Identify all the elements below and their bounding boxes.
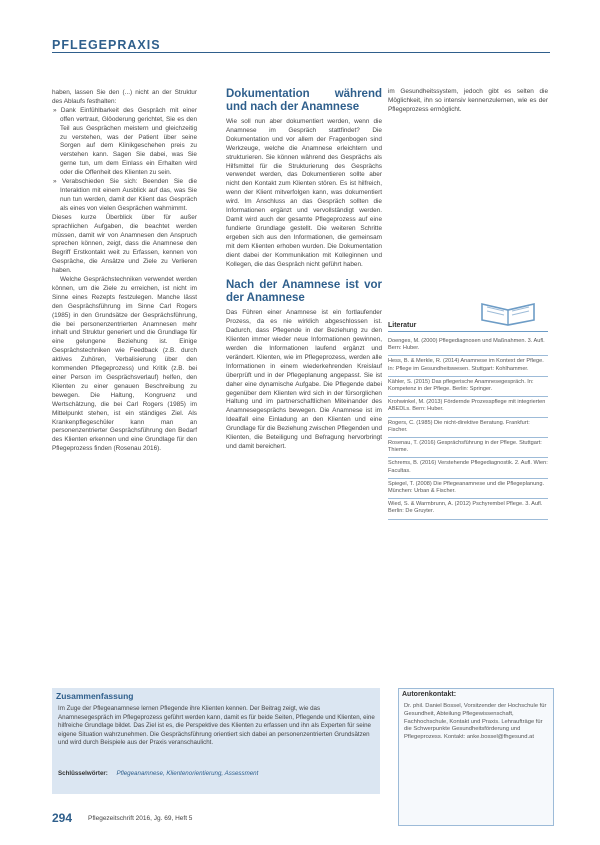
bullet-item: » Verabschieden Sie sich: Beenden Sie die Interaktion mit einem Ausblick auf das, was Sie nun tun werden, damit der Klient das Gespräch als eines von vielen Gesprächen wahrnimmt.: [53, 178, 197, 212]
keywords-value: Pflegeanamnese, Klientenorientierung, Assessment: [116, 770, 259, 777]
literature-heading: Literatur: [388, 322, 548, 332]
column-right: [388, 88, 548, 115]
author-contact-text: Dr. phil. Daniel Bossel, Vorsitzender der Hochschule für Gesundheit, Abteilung Pflegewissenschaft, Fachhochschule, Kontakt und Praxis. Lehraufträge für die Schwerpunkte Gesundheitsförderung und Pflegeprozess. Kontakt: anke.bossel@fhgesund.at: [404, 703, 547, 741]
bullet-text: Verabschieden Sie sich: Beenden Sie die Interaktion mit einem Ausblick auf das, was Sie nun tun werden, damit der Klient das Gespräch als eines von vielen Gesprächen wahrnimmt.: [60, 178, 197, 212]
journal-source: Pflegezeitschrift 2016, Jg. 69, Heft 5: [88, 815, 193, 822]
column-left: [52, 89, 197, 454]
section-heading: Dokumentation während und nach der Anamnese: [226, 88, 382, 113]
keywords-label: Schlüsselwörter:: [58, 770, 108, 777]
literature-item: Hess, B. & Merkle, R. (2014) Anamnese im Kontext der Pflege. In: Pflege im Gesundheitswesen. Stuttgart: Kohlhammer.: [388, 356, 548, 376]
bullet-text: Dank Einfühlbarkeit des Gespräch mit einer offen vertraut, Glöoderung gerichtet, Sie es den Teil aus Gesprächen meistern und gleichzeitig zu verstehen, was der Patient über seine Sorgen auf dem Klinikgeschehen preis zu verstehen kann. Sagen Sie dabei, was Sie gerne tun, um dem Einlass ein Erhalten wird oder die Offenheit des Klienten zu sein.: [60, 106, 197, 177]
section-heading: Nach der Anamnese ist vor der Anamnese: [226, 279, 382, 305]
author-contact-title: Autorenkontakt:: [402, 691, 457, 698]
literature-item: Krohwinkel, M. (2013) Fördernde Prozesspflege mit integrierten ABEDLs. Bern: Huber.: [388, 397, 548, 417]
literature-item: Rosenau, T. (2016) Gesprächsführung in der Pflege. Stuttgart: Thieme.: [388, 438, 548, 458]
bullet-item: » Dank Einfühlbarkeit des Gespräch mit einer offen vertraut, Glöoderung gerichtet, Sie es den Teil aus Gesprächen meistern und gleichzeitig zu verstehen, was der Patient über seine Sorgen auf dem Klinikgeschehen preis zu verstehen kann. Sagen Sie dabei, was Sie gerne tun, um dem Einlass ein Erhalten wird oder die Offenheit des Klienten zu sein.: [53, 106, 197, 177]
header-rule: [52, 52, 550, 53]
literature-list: [388, 336, 548, 520]
summary-title: Zusammenfassung: [56, 691, 134, 701]
paragraph: Das Führen einer Anamnese ist ein fortlaufender Prozess, da es nie wirklich abgeschlossen ist. Dadurch, dass Pflegende in der Beziehung zu den Klienten immer wieder neue Informationen gewinnen, werden die Informationen laufend ergänzt und verändert. Klienten, wie im Pflegeprozess, werden alle Informationen in einem wiederkehrenden Kreislauf überprüft und in der Pflegeplanung angepasst. Sie ist daher eine dynamische Aufgabe. Die Pflegende dabei gegenüber dem Klienten wird sich in der fürsorglichen Haltung und im partnerschaftlichen Miteinander des Anamnesegesprächs bewegen. Die Anamnese ist im Idealfall eine Einladung an den Klienten und eine Grundlage für die Beziehung zwischen Pflegenden und Klienten, die Beteiligung und Befragung hervorbringt und damit bereichert.: [226, 309, 382, 450]
literature-item: Wied, S. & Warmbrunn, A. (2012) Pschyrembel Pflege. 3. Aufl. Berlin: De Gruyter.: [388, 499, 548, 519]
summary-text: Im Zuge der Pflegeanamnese lernen Pflegende ihre Klienten kennen. Der Beitrag zeigt, wie das Anamnesegespräch im Pflegeprozess geführt werden kann, damit es für beide Seiten, Pflegende und Klienten, eine hilfreiche Grundlage bildet. Das Ziel ist es, die Perspektive des Klienten zu erfassen und ihn als Experten für seine eigene Situation wahrzunehmen. Die Gesprächsführung orientiert sich dabei an personenzentrierten Grundsätzen und wird durch Beispiele aus der Praxis veranschaulicht.: [58, 705, 375, 747]
literature-item: Doenges, M. (2000) Pflegediagnosen und Maßnahmen. 3. Aufl. Bern: Huber.: [388, 336, 548, 356]
keywords-line: [58, 770, 376, 777]
literature-item: Schrems, B. (2016) Verstehende Pflegediagnostik. 2. Aufl. Wien: Facultas.: [388, 458, 548, 478]
paragraph: Wie soll nun aber dokumentiert werden, wenn die Anamnese im Gespräch stattfindet? Die Dokumentation und vor allem der Fragenbogen sind Werkzeuge, welche die Anamnese erleichtern und strukturieren. Sie können während des Gesprächs als Hilfsmittel für die Strukturierung des Gesprächs verwendet werden, das Dokumentieren sollte aber nicht den Kontakt zum Klienten stören. Es ist hilfreich, wenn der Klient mitverfolgen kann, was dokumentiert wird. Im Anschluss an das Gespräch sollten die Informationen ergänzt und vervollständigt werden. Damit wird auch der gesamte Pflegeprozess auf eine fundierte Grundlage gestellt. Die weiteren Schritte ergeben sich aus den Informationen, die gemeinsam mit dem Klienten erhoben wurden. Die Dokumentation dient dabei der Kommunikation mit Kolleginnen und Kollegen, die das Gespräch nicht geführt haben.: [226, 118, 382, 268]
literature-item: Spiegel, T. (2008) Die Pflegeanamnese und die Pflegeplanung. München: Urban & Fischer.: [388, 479, 548, 499]
paragraph: Dieses kurze Überblick über für außer sprachlichen Aufgaben, die beachtet werden müssen, damit wir von Anamnesen den Anspruch sprechen können, zeigt, dass die Anamnese den Begriff Erstkontakt weit zu Erfassen, kennen von Gespräche, die Ansätze und Ziele zu Verlieren haben.: [52, 213, 197, 275]
page-number: 294: [52, 811, 73, 825]
literature-item: Kähler, S. (2015) Das pflegerische Anamnesegespräch. In: Kompetenz in der Pflege. Berlin: Springer.: [388, 377, 548, 397]
paragraph: im Gesundheitssystem, jedoch gibt es selten die Möglichkeit, ihn so intensiv kennenzulernen, wie es der Pflegeprozess ermöglicht.: [388, 88, 548, 113]
literature-item: Rogers, C. (1985) Die nicht-direktive Beratung. Frankfurt: Fischer.: [388, 418, 548, 438]
column-middle: [226, 88, 382, 452]
section-header: PFLEGEPRAXIS: [52, 38, 161, 52]
column-left-intro: haben, lassen Sie den (...) nicht an der Struktur des Ablaufs festhalten:: [52, 89, 197, 105]
paragraph: Welche Gesprächstechniken verwendet werden können, um die Ziele zu erreichen, ist nicht im Sinne eines Rezepts festzulegen. Manche lässt den Gesprächsführung im Sinne Carl Rogers (1985) in den Grundsätze der Gesprächsführung, die bei personenzentrierten Anamnesen mehr inhalt und Struktur generiert und die Grundlage für eine gelungene Beziehung ist. Einige Gesprächstechniken wie Feedback (z.B. durch aktives Zuhören, Verbalisierung über den kommenden Pflegeprozess) und Kritik (z.B. bei einer Person im Gesprächsverlauf) helfen, den Klienten zu einer genauen Beschreibung zu bewegen. Die Haltung, Kongruenz und Wertschätzung, die bei Carl Rogers (1985) im Mittelpunkt stehen, ist ein ständiges Ziel. Als Krankenpflegeschüler kann man an personenzentrierter Gesprächsführung den Bedarf des Klienten erkennen und eine Grundlage für den Pflegeprozess finden (Rosenau 2016).: [52, 276, 197, 453]
